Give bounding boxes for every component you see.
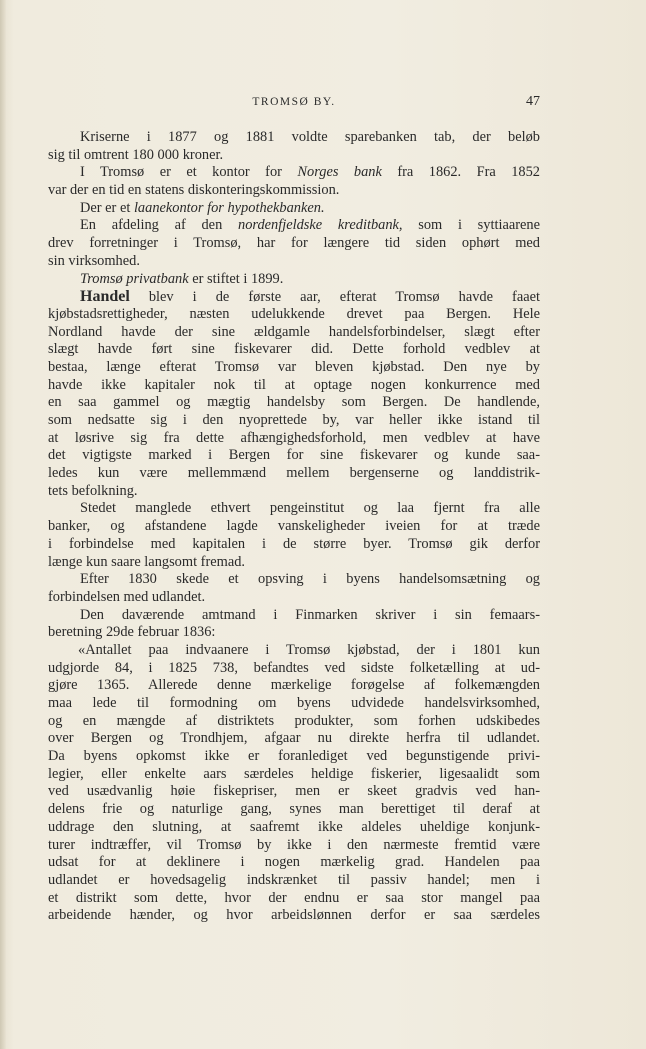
page-number: 47: [526, 94, 540, 109]
text-line: [48, 412, 540, 430]
text-line: [48, 554, 540, 572]
text-line: [48, 324, 540, 342]
text-run: over Bergen og Trondhjem, afgaar nu direkte herfra til udlandet.: [48, 730, 540, 747]
text-run: kjøbstadsrettigheder, næsten udelukkende drevet paa Bergen. Hele: [48, 305, 540, 322]
text-run: arbeidende hænder, og hvor arbeidslønnen derfor er saa særdeles: [48, 907, 540, 924]
text-line: [48, 377, 540, 395]
text-line: [48, 359, 540, 377]
italic-text: Norges bank: [297, 164, 382, 181]
text-line: [48, 200, 540, 218]
text-run: En afdeling af den: [80, 217, 238, 234]
text-run: et distrikt som dette, hvor der endnu er saa stor mangel paa: [48, 889, 540, 906]
text-run: sig til omtrent 180 000 kroner.: [48, 146, 224, 163]
text-line: [48, 642, 540, 660]
text-run: og en mængde af distriktets produkter, som forhen udskibedes: [48, 712, 540, 729]
text-line: [48, 288, 540, 306]
text-line: [48, 766, 540, 784]
text-run: en saa gammel og mægtig handelsby som Bergen. De handlende,: [48, 394, 540, 411]
italic-text: nordenfjeldske kreditbank,: [238, 217, 403, 234]
text-line: [48, 518, 540, 536]
text-line: [48, 854, 540, 872]
text-line: [48, 536, 540, 554]
text-line: [48, 394, 540, 412]
text-line: [48, 447, 540, 465]
text-run: blev i de første aar, efterat Tromsø havde faaet: [129, 289, 540, 306]
text-line: [48, 907, 540, 925]
text-run: tets befolkning.: [48, 482, 138, 499]
text-run: ved usædvanlig høie fiskepriser, men er skeet gradvis ved han-: [48, 783, 540, 800]
text-line: [48, 730, 540, 748]
text-line: [48, 271, 540, 289]
page-header: [48, 96, 540, 116]
italic-text: laanekontor for hypothekbanken.: [133, 199, 325, 216]
text-run: i forbindelse med kapitalen i de større byer. Tromsø gik derfor: [48, 535, 540, 552]
text-run: gjøre 1365. Allerede denne mærkelige forøgelse af folkemængden: [48, 677, 540, 694]
text-run: havde ikke kapitaler nok til at optage nogen konkurrence med: [48, 376, 540, 393]
text-run: banker, og afstandene lagde vanskeligheder iveien for at træde: [48, 518, 540, 535]
text-run: udsat for at deklinere i nogen mærkelig grad. Handelen paa: [48, 854, 540, 871]
text-line: [48, 341, 540, 359]
text-line: [48, 147, 540, 165]
text-run: drev forretninger i Tromsø, har for længere tid siden ophørt med: [48, 235, 540, 252]
text-run: at løsrive sig fra dette afhængighedsforhold, men vedblev at have: [48, 429, 540, 446]
text-line: [48, 164, 540, 182]
text-line: [48, 500, 540, 518]
text-run: Da byens opkomst ikke er foranlediget ved begunstigende privi-: [48, 748, 540, 765]
text-run: I Tromsø er et kontor for: [80, 164, 298, 181]
text-line: [48, 430, 540, 448]
text-run: sin virksomhed.: [48, 252, 140, 269]
text-run: uddrage den slutning, at saafremt ikke aldeles uheldige konjunk-: [48, 818, 540, 835]
text-run: var der en tid en statens diskonteringskommission.: [48, 182, 340, 199]
text-line: [48, 819, 540, 837]
text-line: [48, 624, 540, 642]
text-run: Nordland havde der sine ældgamle handelsforbindelser, slægt efter: [48, 323, 540, 340]
text-run: udlandet er hovedsagelig indskrænket til passiv handel; men i: [48, 871, 540, 888]
text-line: [48, 571, 540, 589]
running-head: TROMSØ BY.: [252, 96, 336, 108]
body-text: [48, 129, 540, 925]
text-run: Der er et: [80, 199, 134, 216]
text-line: [48, 783, 540, 801]
text-line: [48, 677, 540, 695]
text-line: [48, 217, 540, 235]
text-line: [48, 837, 540, 855]
text-line: [48, 129, 540, 147]
text-line: [48, 748, 540, 766]
text-run: fra 1862. Fra 1852: [381, 164, 540, 181]
text-run: er stiftet i 1899.: [188, 270, 284, 287]
text-line: [48, 182, 540, 200]
text-run: Den daværende amtmand i Finmarken skriver i sin femaars-: [80, 606, 540, 623]
text-line: [48, 465, 540, 483]
text-line: [48, 483, 540, 501]
text-run: turer indtræffer, vil Tromsø by ikke i den nærmeste fremtid være: [48, 836, 540, 853]
text-run: det vigtigste marked i Bergen for sine fiskevarer og kunde saa-: [48, 447, 540, 464]
text-line: [48, 235, 540, 253]
text-line: [48, 589, 540, 607]
text-run: forbindelsen med udlandet.: [48, 588, 206, 605]
text-line: [48, 713, 540, 731]
text-run: som nedsatte sig i den nyoprettede by, var heller ikke istand til: [48, 412, 540, 428]
text-run: Kriserne i 1877 og 1881 voldte sparebanken tab, der beløb: [80, 129, 540, 145]
text-run: som i syttiaarene: [402, 217, 541, 234]
text-line: [48, 660, 540, 678]
italic-text: Tromsø privatbank: [80, 270, 189, 287]
text-run: maa lede til formodning om byens udvidede handelsvirksomhed,: [48, 695, 540, 711]
page-edge-shadow: [0, 0, 6, 1049]
bold-heading-word: Handel: [80, 288, 130, 306]
text-line: [48, 253, 540, 271]
text-run: Stedet manglede ethvert pengeinstitut og laa fjernt fra alle: [80, 500, 540, 517]
text-run: delens frie og naturlige gang, synes man berettiget til deraf at: [48, 801, 540, 818]
text-run: «Antallet paa indvaanere i Tromsø kjøbstad, der i 1801 kun: [78, 641, 540, 658]
text-run: Efter 1830 skede et opsving i byens handelsomsætning og: [80, 571, 540, 588]
text-line: [48, 607, 540, 625]
text-run: udgjorde 84, i 1825 738, befandtes ved sidste folketælling at ud-: [48, 659, 540, 676]
text-line: [48, 890, 540, 908]
text-run: beretning 29de februar 1836:: [48, 624, 216, 641]
text-line: [48, 872, 540, 890]
text-line: [48, 306, 540, 324]
text-run: legier, eller enkelte aars særdeles heldige fiskerier, ligesaalidt som: [48, 765, 540, 782]
text-run: bestaa, længe efterat Tromsø var bleven kjøbstad. Den nye by: [48, 358, 540, 375]
text-run: længe kun saare langsomt fremad.: [48, 553, 246, 570]
text-line: [48, 801, 540, 819]
text-run: ledes kun være mellemmænd mellem bergenserne og landdistrik-: [48, 465, 540, 482]
text-line: [48, 695, 540, 713]
text-run: slægt havde ført sine fiskevarer did. Dette forhold vedblev at: [48, 341, 540, 358]
